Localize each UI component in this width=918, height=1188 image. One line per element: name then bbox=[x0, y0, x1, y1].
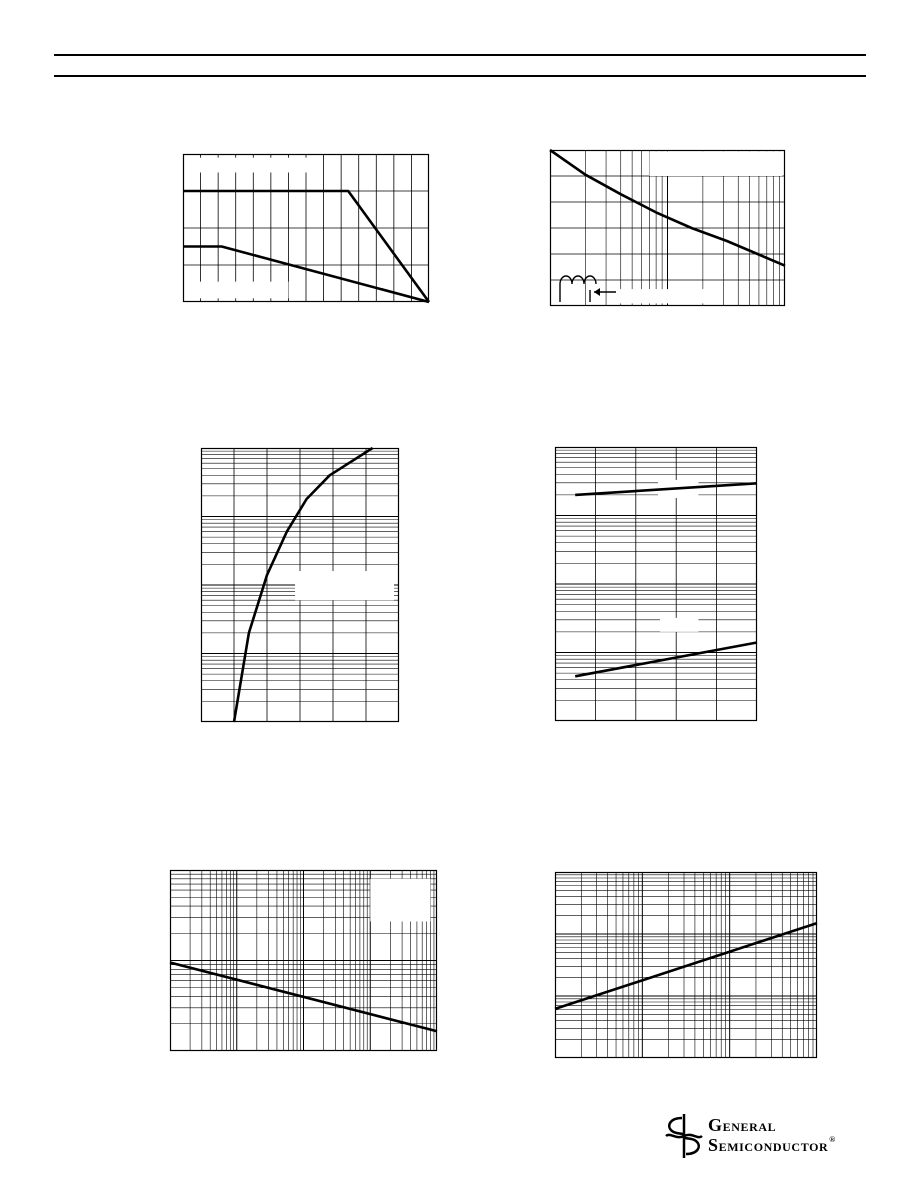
logo-initial-g: G bbox=[708, 1115, 723, 1135]
fig5-label-area bbox=[370, 879, 430, 922]
logo-word-eneral: ENERAL bbox=[722, 1120, 777, 1134]
fig1-svg bbox=[183, 154, 429, 302]
general-semiconductor-logo-icon bbox=[662, 1112, 706, 1160]
fig2-label-area bbox=[649, 151, 782, 176]
fig2-label-area bbox=[618, 289, 708, 303]
chart-fig4 bbox=[555, 447, 757, 721]
fig2-arrow-head bbox=[594, 288, 600, 296]
fig3-label-area bbox=[295, 571, 394, 600]
fig1-label-area bbox=[192, 158, 315, 173]
registered-mark: ® bbox=[829, 1135, 836, 1144]
fig6-svg bbox=[555, 872, 817, 1058]
chart-fig2 bbox=[550, 150, 785, 306]
fig4-svg bbox=[555, 447, 757, 721]
logo-initial-s: S bbox=[708, 1135, 719, 1155]
chart-fig3 bbox=[201, 448, 399, 722]
chart-fig6 bbox=[555, 872, 817, 1058]
header-rule-top bbox=[54, 54, 866, 56]
fig4-label-area bbox=[660, 618, 698, 632]
fig4-grid bbox=[555, 447, 757, 721]
chart-fig5 bbox=[170, 870, 437, 1051]
fig3-svg bbox=[201, 448, 399, 722]
fig1-grid bbox=[183, 154, 429, 302]
logo-word-emiconductor: EMICONDUCTOR bbox=[718, 1140, 829, 1154]
fig5-svg bbox=[170, 870, 437, 1051]
chart-fig1 bbox=[183, 154, 429, 302]
header-rule-bottom bbox=[54, 75, 866, 77]
fig1-label-area bbox=[192, 282, 289, 299]
fig2-svg bbox=[550, 150, 785, 306]
company-logo bbox=[662, 1112, 872, 1162]
